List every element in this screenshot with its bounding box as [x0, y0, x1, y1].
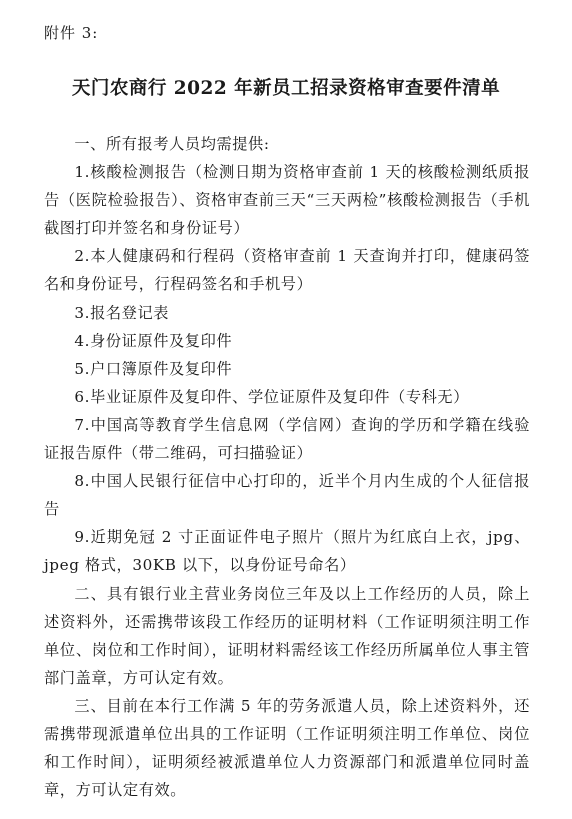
list-item-nucleic-acid-report: 1.核酸检测报告（检测日期为资格审查前 1 天的核酸检测纸质报告（医院检验报告）、资格审查前三天“三天两检”核酸检测报告（手机截图打印并签名和身份证号）	[44, 163, 530, 238]
section-dispatched-staff: 三、目前在本行工作满 5 年的劳务派遣人员，除上述资料外，还需携带现派遣单位出具的工作证明（工作证明须注明工作单位、岗位和工作时间），证明须经被派遣单位人力资源部门和派遣单位同时盖章，方可认定有效。	[44, 696, 530, 800]
list-item-photo: 9.近期免冠 2 寸正面证件电子照片（照片为红底白上衣，jpg、jpeg 格式，30KB 以下，以身份证号命名）	[44, 528, 530, 575]
document-title: 天门农商行 2022 年新员工招录资格审查要件清单	[71, 78, 501, 99]
attachment-label: 附件 3:	[44, 24, 99, 42]
list-item-registration-form: 3.报名登记表	[74, 303, 170, 322]
section-banking-experience: 二、具有银行业主营业务岗位三年及以上工作经历的人员，除上述资料外，还需携带该段工作经历的证明材料（工作证明须注明工作单位、岗位和工作时间），证明材料需经该工作经历所属单位人事主管部门盖章，方可认定有效。	[44, 584, 530, 687]
list-item-id-card: 4.身份证原件及复印件	[74, 331, 233, 350]
list-item-health-travel-code: 2.本人健康码和行程码（资格审查前 1 天查询并打印，健康码签名和身份证号，行程码签名和手机号）	[44, 247, 530, 294]
list-item-diploma-degree: 6.毕业证原件及复印件、学位证原件及复印件（专科无）	[74, 387, 469, 406]
list-item-household-register: 5.户口簿原件及复印件	[74, 359, 233, 378]
list-item-credit-report: 8.中国人民银行征信中心打印的，近半个月内生成的个人征信报告	[44, 472, 530, 519]
section-heading-all-applicants: 一、所有报考人员均需提供:	[74, 135, 270, 153]
document-body	[44, 130, 530, 804]
list-item-chsi-report: 7.中国高等教育学生信息网（学信网）查询的学历和学籍在线验证报告原件（带二维码，可扫描验证）	[44, 415, 530, 463]
